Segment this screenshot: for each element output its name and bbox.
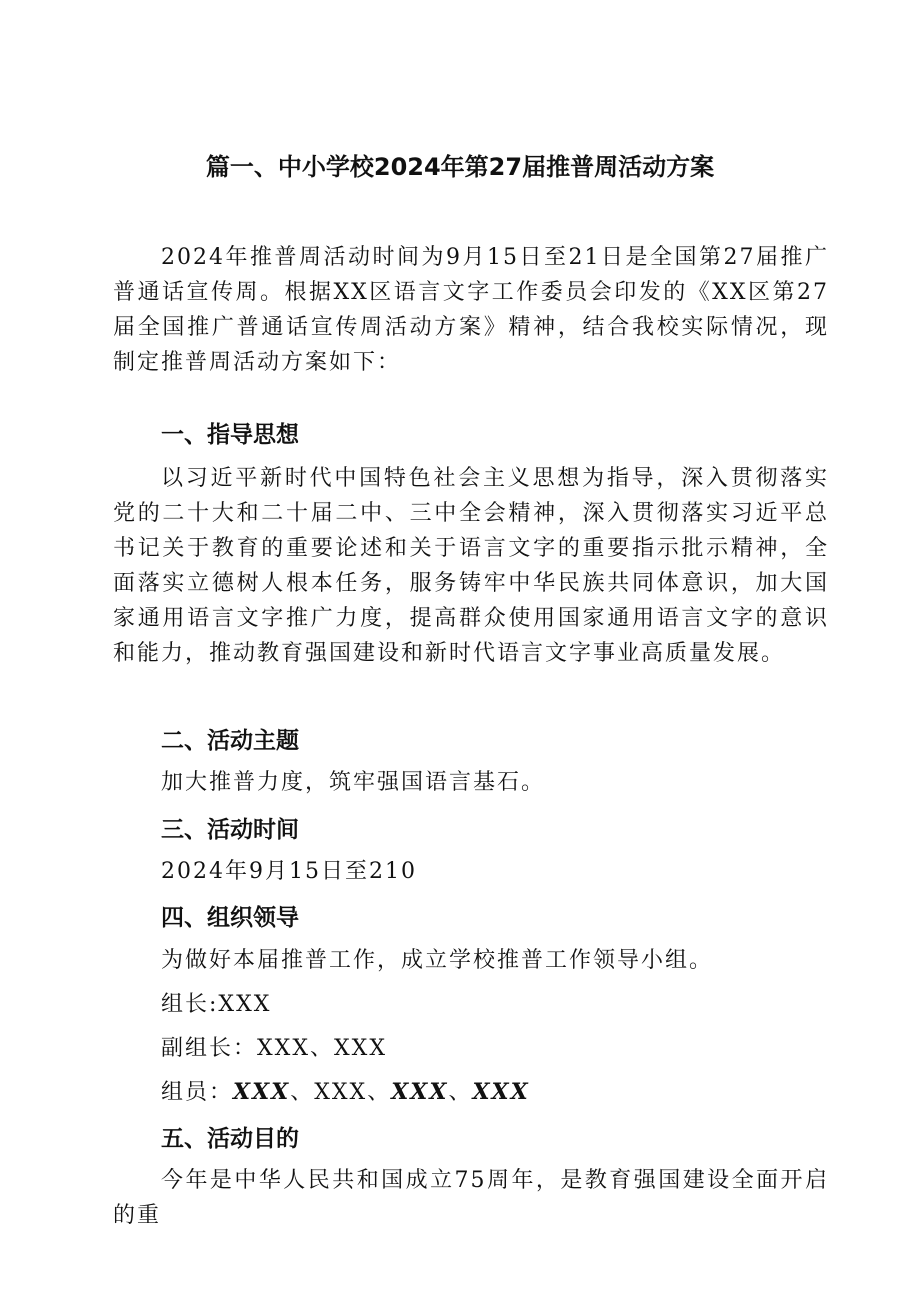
leader-line: [161, 990, 271, 1020]
section-body-organization: 为做好本届推普工作，成立学校推普工作领导小组。: [161, 948, 714, 973]
leader-label: 组长:: [161, 992, 219, 1017]
section-heading-activity-time: 三、活动时间: [161, 817, 299, 843]
section-heading-guiding-ideology: 一、指导思想: [161, 422, 299, 448]
section-heading-activity-purpose: 五、活动目的: [161, 1126, 299, 1152]
document-title: 篇一、中小学校2024年第27届推普周活动方案: [205, 153, 715, 181]
deputy-leader-line: [161, 1034, 387, 1064]
intro-paragraph: 2024年推普周活动时间为9月15日至21日是全国第27届推广普通话宣传周。根据XX区语言文字工作委员会印发的《XX区第27届全国推广普通话宣传周活动方案》精神，结合我校实际情况，现制定推普周活动方案如下：: [113, 245, 829, 375]
section-body-activity-purpose: 今年是中华人民共和国成立75周年，是教育强国建设全面开启的重: [113, 1168, 829, 1228]
members-label: 组员：: [161, 1080, 234, 1105]
section-body-activity-time: 2024年9月15日至210: [161, 859, 417, 884]
member-1: XXX: [233, 1079, 291, 1105]
section-heading-organization: 四、组织领导: [161, 905, 299, 931]
member-4: XXX: [472, 1079, 530, 1105]
leader-name: XXX: [218, 992, 272, 1017]
deputy-label: 副组长：: [161, 1036, 258, 1061]
section-heading-activity-theme: 二、活动主题: [161, 728, 299, 754]
section-body-guiding-ideology: 以习近平新时代中国特色社会主义思想为指导，深入贯彻落实党的二十大和二十届二中、三中全会精神，深入贯彻落实习近平总书记关于教育的重要论述和关于语言文字的重要指示批示精神，全面落实立德树人根本任务，服务铸牢中华民族共同体意识，加大国家通用语言文字推广力度，提高群众使用国家通用语言文字的意识和能力，推动教育强国建设和新时代语言文字事业高质量发展。: [113, 466, 829, 666]
member-separator-1: 、XXX、: [290, 1080, 392, 1105]
section-body-activity-theme: 加大推普力度，筑牢强国语言基石。: [161, 770, 546, 795]
member-3: XXX: [391, 1079, 449, 1105]
member-separator-2: 、: [448, 1080, 473, 1105]
deputy-names: XXX、XXX: [257, 1036, 387, 1061]
members-line: [161, 1077, 530, 1108]
